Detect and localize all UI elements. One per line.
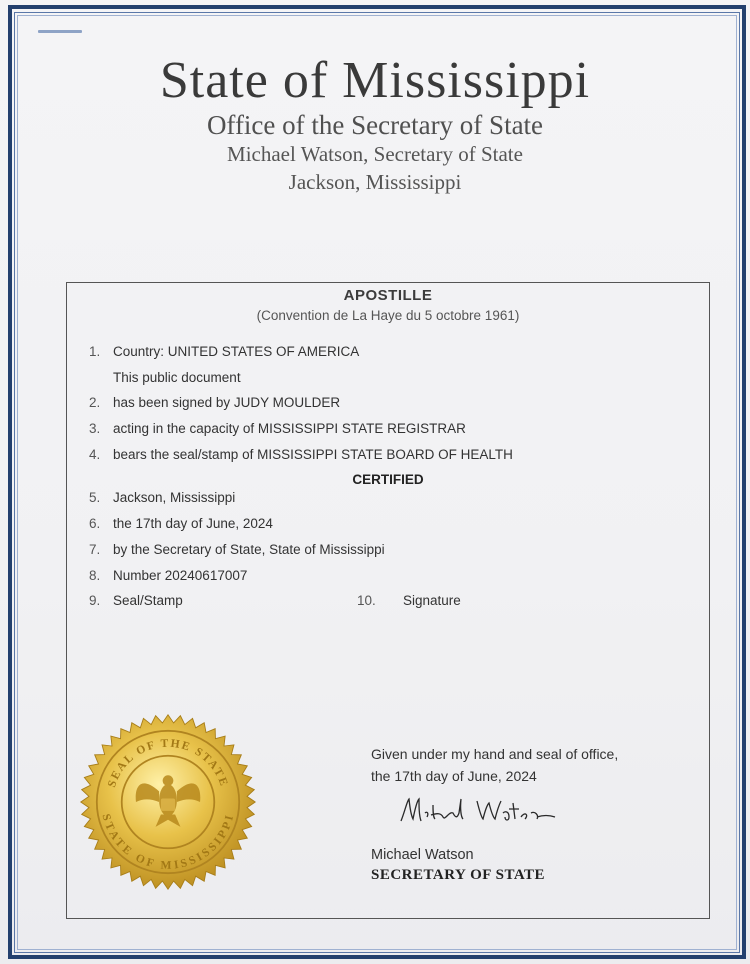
apostille-item-9 bbox=[89, 593, 183, 608]
signer-title: SECRETARY OF STATE bbox=[371, 867, 546, 883]
item-text: Jackson, Mississippi bbox=[113, 490, 236, 505]
apostille-item-1 bbox=[89, 344, 359, 359]
official-name: Michael Watson, Secretary of State bbox=[227, 142, 523, 166]
item-text: This public document bbox=[113, 370, 241, 385]
office-city: Jackson, Mississippi bbox=[288, 170, 462, 194]
top-tape-mark bbox=[38, 30, 82, 33]
apostille-convention: (Convention de La Haye du 5 octobre 1961) bbox=[256, 308, 520, 323]
given-under-hand bbox=[371, 743, 618, 787]
signer-name: Michael Watson bbox=[371, 847, 474, 863]
item-text: Seal/Stamp bbox=[113, 593, 183, 608]
apostille-item-4 bbox=[89, 447, 513, 462]
certified-heading: CERTIFIED bbox=[352, 472, 424, 487]
handwritten-signature bbox=[397, 791, 557, 831]
item-text: the 17th day of June, 2024 bbox=[113, 516, 273, 531]
item-text: Signature bbox=[403, 593, 461, 608]
item-number: 3. bbox=[89, 421, 101, 436]
apostille-item-6 bbox=[89, 516, 273, 531]
item-number: 4. bbox=[89, 447, 101, 462]
office-title: Office of the Secretary of State bbox=[206, 110, 544, 140]
item-number: 7. bbox=[89, 542, 101, 557]
item-number: 8. bbox=[89, 568, 101, 583]
apostille-item-8 bbox=[89, 568, 247, 583]
apostille-item-3 bbox=[89, 421, 466, 436]
item-text: Number 20240617007 bbox=[113, 568, 248, 583]
item-text: has been signed by JUDY MOULDER bbox=[113, 395, 341, 410]
item-text: Country: UNITED STATES OF AMERICA bbox=[113, 344, 360, 359]
apostille-item-public-document bbox=[89, 370, 241, 385]
item-number: 1. bbox=[89, 344, 101, 359]
apostille-box bbox=[66, 282, 710, 919]
item-text: bears the seal/stamp of MISSISSIPPI STATE BOARD OF HEALTH bbox=[113, 447, 513, 462]
given-line-2: the 17th day of June, 2024 bbox=[371, 768, 537, 784]
seal-bottom-text: STATE OF MISSISSIPPI bbox=[99, 812, 237, 872]
item-number: 5. bbox=[89, 490, 101, 505]
apostille-item-5 bbox=[89, 490, 235, 505]
letterhead bbox=[0, 52, 750, 196]
apostille-item-2 bbox=[89, 395, 340, 410]
item-number: 2. bbox=[89, 395, 101, 410]
item-number: 6. bbox=[89, 516, 101, 531]
apostille-item-10 bbox=[357, 593, 461, 608]
item-number: 10. bbox=[357, 593, 376, 608]
state-title: State of Mississippi bbox=[159, 52, 591, 109]
apostille-title: APOSTILLE bbox=[343, 287, 433, 304]
item-text: acting in the capacity of MISSISSIPPI STATE REGISTRAR bbox=[113, 421, 466, 436]
apostille-item-7 bbox=[89, 542, 385, 557]
item-number: 9. bbox=[89, 593, 101, 608]
seal-top-text: SEAL OF THE STATE bbox=[105, 736, 231, 789]
given-line-1: Given under my hand and seal of office, bbox=[371, 746, 619, 762]
gold-state-seal bbox=[79, 713, 257, 891]
item-text: by the Secretary of State, State of Mississippi bbox=[113, 542, 385, 557]
